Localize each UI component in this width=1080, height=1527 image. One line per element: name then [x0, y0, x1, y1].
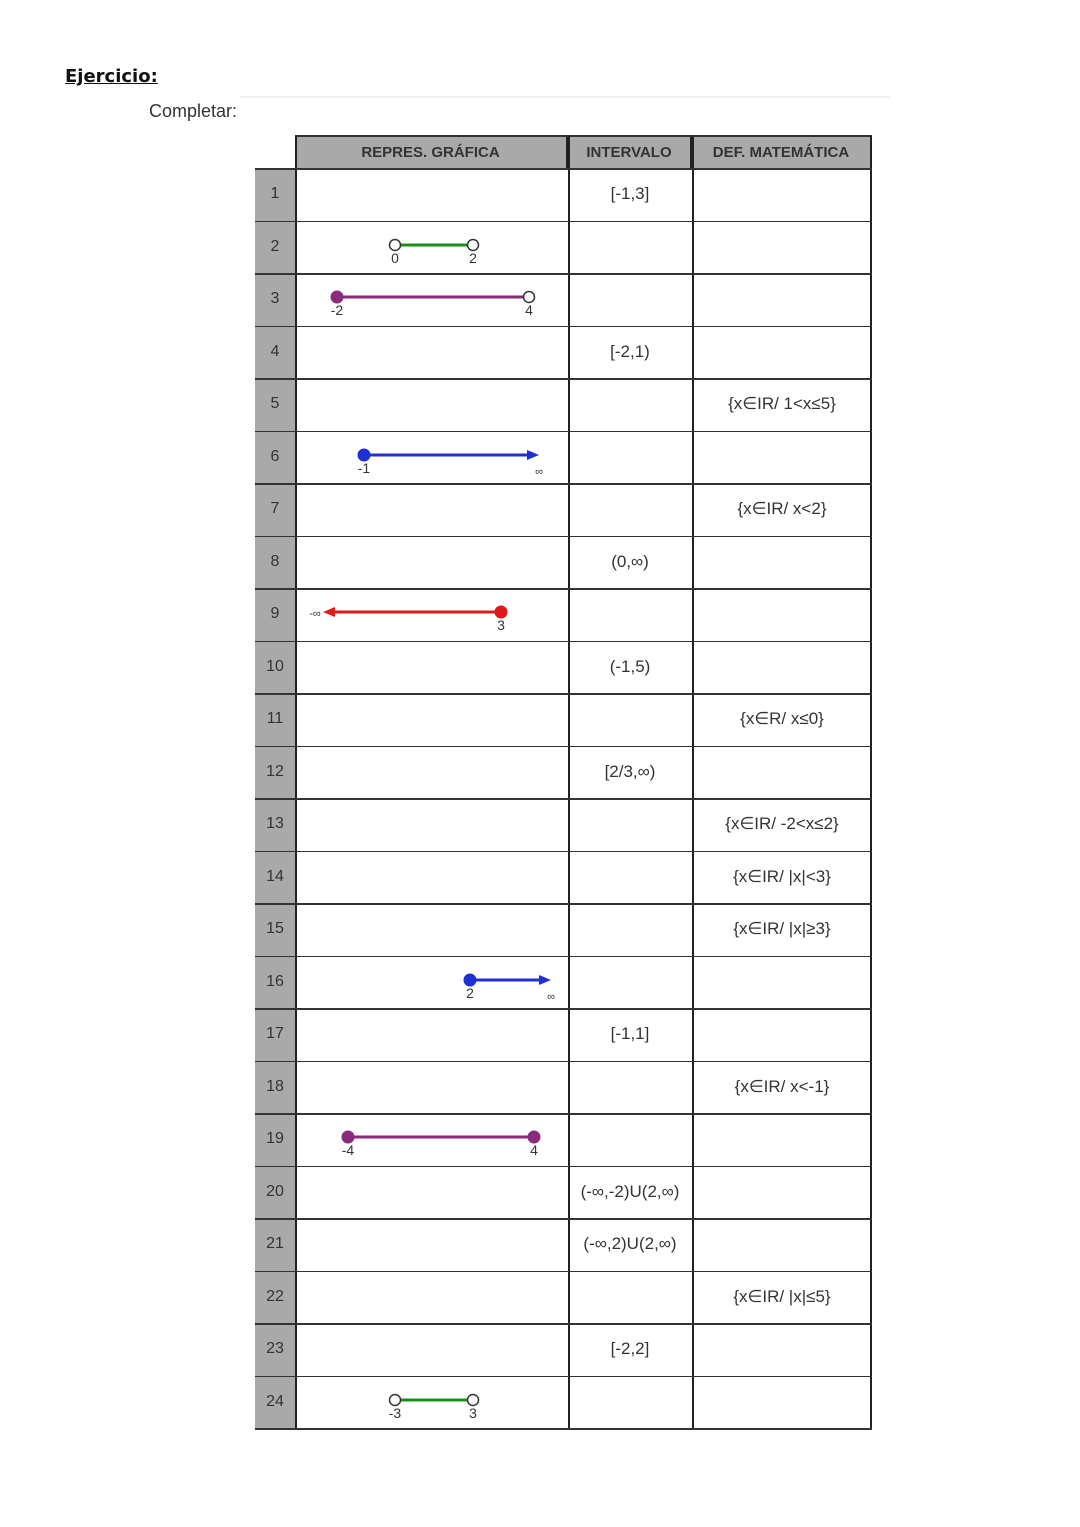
grafica-cell[interactable] — [297, 431, 567, 484]
number-line-graph — [297, 588, 567, 640]
row-number: 17 — [255, 1008, 295, 1061]
row-number: 23 — [255, 1323, 295, 1376]
grafica-cell[interactable] — [297, 1218, 567, 1271]
number-line-graph — [297, 1376, 567, 1428]
open-endpoint — [390, 1394, 401, 1405]
row-number: 20 — [255, 1166, 295, 1219]
intervalo-cell[interactable] — [568, 798, 692, 851]
definicion-cell[interactable] — [692, 1113, 872, 1166]
intervalo-cell[interactable] — [568, 431, 692, 484]
endpoint-label: ∞ — [535, 465, 543, 478]
row-number: 13 — [255, 798, 295, 851]
intervalo-cell[interactable] — [568, 903, 692, 956]
grafica-cell[interactable] — [297, 693, 567, 746]
intervalo-cell[interactable]: [-1,1] — [610, 1024, 650, 1044]
row-number: 9 — [255, 588, 295, 641]
instruction-text: Completar: — [149, 101, 238, 121]
endpoint-label: 4 — [530, 1142, 538, 1158]
open-endpoint — [524, 292, 535, 303]
definicion-cell[interactable] — [692, 1166, 872, 1219]
grafica-cell[interactable] — [297, 798, 567, 851]
row-number: 1 — [255, 168, 295, 221]
intervalo-cell[interactable] — [568, 1113, 692, 1166]
open-endpoint — [390, 239, 401, 250]
grafica-cell[interactable] — [297, 1008, 567, 1061]
definicion-cell[interactable] — [692, 956, 872, 1009]
row-number: 18 — [255, 1061, 295, 1114]
row-number: 2 — [255, 221, 295, 274]
col-header-intervalo: INTERVALO — [568, 136, 692, 168]
definicion-cell[interactable]: {x∈IR/ |x|≥3} — [733, 919, 831, 939]
grafica-cell[interactable] — [297, 1376, 567, 1429]
endpoint-label: -1 — [357, 459, 371, 476]
arrow-head — [539, 975, 551, 985]
definicion-cell[interactable]: {x∈IR/ x<2} — [737, 499, 827, 519]
definicion-cell[interactable]: {x∈IR/ -2<x≤2} — [725, 814, 839, 834]
definicion-cell[interactable] — [692, 273, 872, 326]
table-border-bottom — [255, 1428, 872, 1430]
intervalo-cell[interactable] — [568, 483, 692, 536]
intervalo-cell[interactable] — [568, 956, 692, 1009]
grafica-cell[interactable] — [297, 1113, 567, 1166]
row-number: 10 — [255, 641, 295, 694]
definicion-cell[interactable] — [692, 641, 872, 694]
grafica-cell[interactable] — [297, 851, 567, 904]
intervalo-cell[interactable]: [-1,3] — [610, 184, 650, 204]
definicion-cell[interactable]: {x∈IR/ |x|≤5} — [733, 1286, 831, 1306]
grafica-cell[interactable] — [297, 326, 567, 379]
intervalo-cell[interactable] — [568, 273, 692, 326]
endpoint-label: 2 — [466, 984, 474, 1001]
intervalo-cell[interactable] — [568, 1061, 692, 1114]
grafica-cell[interactable] — [297, 536, 567, 589]
number-line-graph — [297, 1113, 567, 1165]
intervalo-cell[interactable]: [2/3,∞) — [604, 761, 656, 781]
row-number: 14 — [255, 851, 295, 904]
grafica-cell[interactable] — [297, 483, 567, 536]
grafica-cell[interactable] — [297, 956, 567, 1009]
definicion-cell[interactable]: {x∈IR/ x<-1} — [734, 1076, 830, 1096]
grafica-cell[interactable] — [297, 746, 567, 799]
row-number: 7 — [255, 483, 295, 536]
definicion-cell[interactable] — [692, 1008, 872, 1061]
open-endpoint — [468, 239, 479, 250]
intervalo-cell[interactable] — [568, 378, 692, 431]
grafica-cell[interactable] — [297, 273, 567, 326]
arrow-head — [527, 450, 539, 460]
intervalo-cell[interactable] — [568, 221, 692, 274]
col-header-grafica: REPRES. GRÁFICA — [295, 136, 568, 168]
open-endpoint — [468, 1394, 479, 1405]
row-number: 8 — [255, 536, 295, 589]
intervalo-cell[interactable]: (-∞,2)U(2,∞) — [583, 1234, 677, 1254]
number-line-graph — [297, 273, 567, 325]
grafica-cell[interactable] — [297, 903, 567, 956]
row-number: 4 — [255, 326, 295, 379]
row-number: 24 — [255, 1376, 295, 1429]
intervalo-cell[interactable]: (-1,5) — [609, 656, 651, 676]
endpoint-label: 4 — [525, 302, 533, 318]
col-header-definicion: DEF. MATEMÁTICA — [692, 136, 872, 168]
exercise-heading: Ejercicio: — [65, 66, 158, 87]
grafica-cell[interactable] — [297, 641, 567, 694]
intervalo-cell[interactable] — [568, 588, 692, 641]
definicion-cell[interactable] — [692, 431, 872, 484]
number-line-graph — [297, 221, 567, 273]
endpoint-label: -3 — [388, 1404, 402, 1421]
endpoint-label: -2 — [330, 302, 344, 318]
definicion-cell[interactable] — [692, 221, 872, 274]
endpoint-label: ∞ — [547, 990, 555, 1003]
grafica-cell[interactable] — [297, 168, 567, 221]
intervalo-cell[interactable] — [568, 1376, 692, 1429]
row-number: 22 — [255, 1271, 295, 1324]
definicion-cell[interactable]: {x∈IR/ |x|<3} — [733, 866, 831, 886]
row-number: 3 — [255, 273, 295, 326]
intervalo-cell[interactable]: (0,∞) — [611, 551, 649, 571]
endpoint-label: 2 — [469, 249, 477, 266]
row-number: 6 — [255, 431, 295, 484]
intervalo-cell[interactable]: [-2,2] — [610, 1339, 650, 1359]
endpoint-label: 3 — [497, 617, 505, 633]
definicion-cell[interactable] — [692, 1218, 872, 1271]
grafica-cell[interactable] — [297, 1061, 567, 1114]
row-number: 16 — [255, 956, 295, 1009]
table-border-top — [295, 135, 872, 137]
grafica-cell[interactable] — [297, 1323, 567, 1376]
endpoint-label: 3 — [469, 1404, 477, 1421]
grafica-cell[interactable] — [297, 378, 567, 431]
definicion-cell[interactable] — [692, 536, 872, 589]
intervalo-cell[interactable] — [568, 1271, 692, 1324]
row-number: 5 — [255, 378, 295, 431]
definicion-cell[interactable] — [692, 1376, 872, 1429]
row-number: 19 — [255, 1113, 295, 1166]
definicion-cell[interactable] — [692, 746, 872, 799]
number-line-graph — [297, 956, 567, 1008]
definicion-cell[interactable] — [692, 326, 872, 379]
definicion-cell[interactable] — [692, 168, 872, 221]
row-number: 21 — [255, 1218, 295, 1271]
definicion-cell[interactable]: {x∈IR/ 1<x≤5} — [728, 394, 836, 414]
grafica-cell[interactable] — [297, 1166, 567, 1219]
endpoint-label: 0 — [391, 249, 399, 266]
grafica-cell[interactable] — [297, 1271, 567, 1324]
endpoint-label: -∞ — [309, 608, 321, 620]
row-number: 12 — [255, 746, 295, 799]
intervalo-cell[interactable] — [568, 693, 692, 746]
grafica-cell[interactable] — [297, 221, 567, 274]
intervalo-cell[interactable] — [568, 851, 692, 904]
intervalo-cell[interactable]: [-2,1) — [610, 341, 650, 361]
row-number: 15 — [255, 903, 295, 956]
definicion-cell[interactable]: {x∈R/ x≤0} — [740, 709, 824, 729]
arrow-head — [323, 607, 335, 617]
number-line-graph — [297, 431, 567, 483]
endpoint-label: -4 — [341, 1142, 355, 1158]
definicion-cell[interactable] — [692, 588, 872, 641]
row-number: 11 — [255, 693, 295, 746]
intervalo-cell[interactable]: (-∞,-2)U(2,∞) — [580, 1181, 680, 1201]
definicion-cell[interactable] — [692, 1323, 872, 1376]
grafica-cell[interactable] — [297, 588, 567, 641]
